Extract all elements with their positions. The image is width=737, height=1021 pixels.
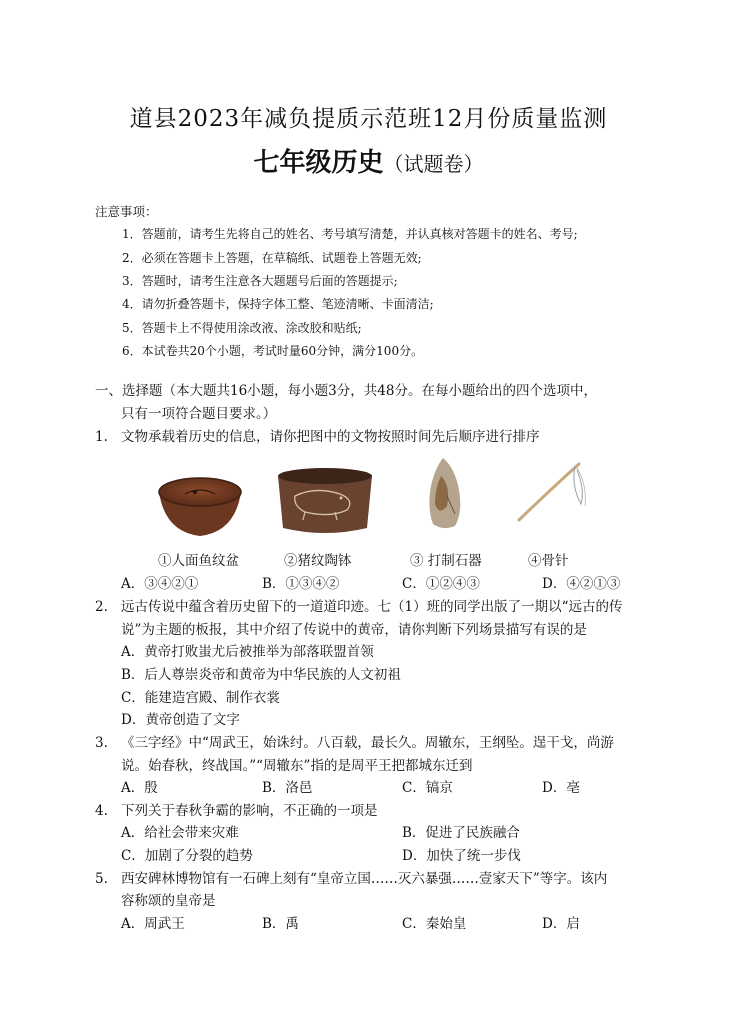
fish-basin-image: [155, 470, 245, 540]
notice-item: 2．必须在答题卡上答题，在草稿纸、试题卷上答题无效;: [122, 251, 422, 265]
notice-heading: 注意事项：: [95, 204, 158, 219]
section-heading-cont: 只有一项符合题目要求。）: [121, 406, 277, 422]
notice-item: 6．本试卷共20个小题，考试时量60分钟，满分100分。: [122, 344, 424, 358]
option-c: C．能建造宫殿、制作衣裳: [121, 690, 280, 706]
question-number: 2.: [95, 599, 108, 615]
option-b: B．禹: [262, 916, 299, 932]
option-a: A．给社会带来灾难: [121, 825, 239, 841]
option-a: A．殷: [121, 780, 158, 796]
option-a: A．③④②①: [121, 576, 199, 592]
question-text-cont: 说。始春秋，终战国。”“周辙东”指的是周平王把都城东迁到: [121, 758, 473, 774]
pig-pottery-bowl-image: [275, 466, 375, 538]
question-text: 《三字经》中“周武王，始诛纣。八百载，最长久。周辙东，王纲坠。逞干戈，尚游: [121, 735, 614, 751]
option-b: B．洛邑: [262, 780, 313, 796]
artifact-caption: ①人面鱼纹盆: [158, 553, 239, 569]
question-text: 西安碑林博物馆有一石碑上刻有“皇帝立国……灭六暴强……壹家天下”等字。该内: [121, 871, 608, 887]
option-a: A．周武王: [121, 916, 185, 932]
question-number: 3.: [95, 735, 108, 751]
option-d: D．启: [542, 916, 580, 932]
notice-item: 5．答题卡上不得使用涂改液、涂改胶和贴纸;: [122, 321, 362, 335]
option-b: B．后人尊崇炎帝和黄帝为中华民族的人文初祖: [121, 667, 401, 683]
option-a: A．黄帝打败蚩尤后被推举为部落联盟首领: [121, 644, 374, 660]
question-1: [95, 425, 540, 445]
chipped-stone-tool-image: [425, 456, 465, 531]
question-text: 远古传说中蕴含着历史留下的一道道印迹。七（1）班的同学出版了一期以“远古的传: [121, 599, 623, 615]
artifact-caption: ④骨针: [528, 553, 569, 569]
section-heading: 一、选择题（本大题共16小题，每小题3分，共48分。在每小题给出的四个选项中，: [95, 383, 597, 399]
question-number: 1.: [95, 429, 108, 445]
question-5: [95, 867, 607, 887]
subject-title: [0, 142, 737, 179]
question-text-cont: 容称颂的皇帝是: [121, 893, 216, 909]
question-number: 5.: [95, 871, 108, 887]
question-number: 4.: [95, 803, 108, 819]
option-c: C．①②④③: [402, 576, 480, 592]
exam-title: 道县2023年减负提质示范班12月份质量监测: [129, 106, 608, 132]
subject-name: 七年级历史: [253, 148, 384, 178]
subject-subtitle: （试题卷）: [383, 152, 484, 176]
option-b: B．促进了民族融合: [402, 825, 520, 841]
question-3: [95, 731, 614, 751]
notice-item: 3．答题时，请考生注意各大题题号后面的答题提示;: [122, 274, 398, 288]
question-text-cont: 说”为主题的板报，其中介绍了传说中的黄帝，请你判断下列场景描写有误的是: [121, 622, 587, 638]
option-d: D．黄帝创造了文字: [121, 712, 240, 728]
question-text: 文物承载着历史的信息，请你把图中的文物按照时间先后顺序进行排序: [121, 429, 540, 445]
option-d: D．亳: [542, 780, 580, 796]
option-c: C．镐京: [402, 780, 453, 796]
option-b: B．①③④②: [262, 576, 340, 592]
question-text: 下列关于春秋争霸的影响，不正确的一项是: [121, 803, 378, 819]
question-2: [95, 595, 623, 615]
notice-item: 1．答题前，请考生先将自己的姓名、考号填写清楚，并认真核对答题卡的姓名、考号;: [122, 227, 578, 241]
notice-item: 4．请勿折叠答题卡，保持字体工整、笔迹清晰、卡面清洁;: [122, 297, 434, 311]
artifact-caption: ②猪纹陶钵: [284, 553, 352, 569]
option-d: D．④②①③: [542, 576, 621, 592]
option-d: D．加快了统一步伐: [402, 848, 521, 864]
artifact-caption: ③ 打制石器: [410, 553, 482, 569]
question-4: [95, 799, 378, 819]
option-c: C．加剧了分裂的趋势: [121, 848, 253, 864]
bone-needle-image: [515, 460, 590, 525]
option-c: C．秦始皇: [402, 916, 467, 932]
